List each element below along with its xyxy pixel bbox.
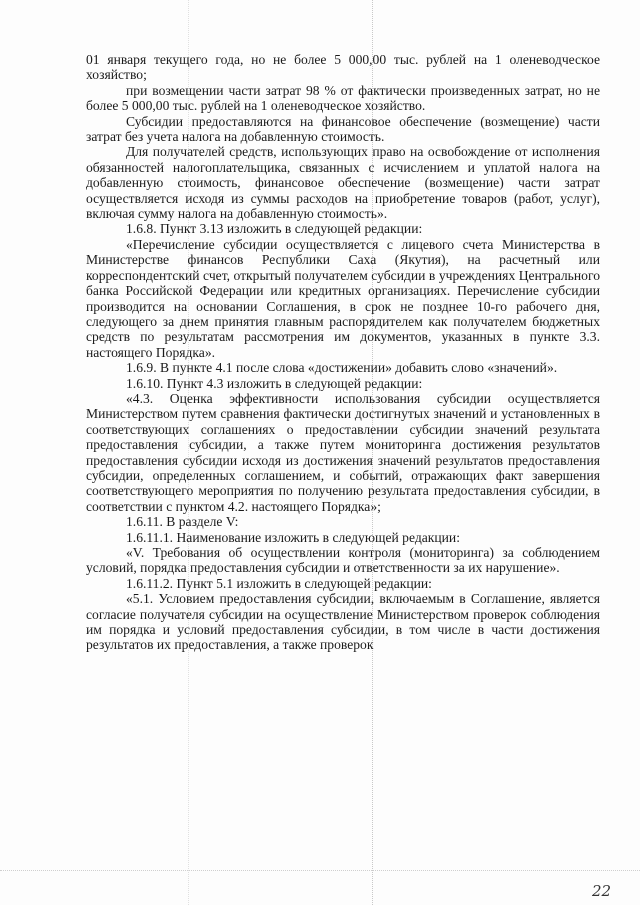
paragraph: Для получателей средств, использующих право на освобождение от исполнения обязанностей налогоплательщика, связанных с исчислением и уплатой налога на добавленную стоимость, финансовое обеспечение (возмещение) части затрат осуществляется исходя из суммы расходов на приобретение товаров (работ, услуг), включая сумму налога на добавленную стоимость». — [86, 144, 600, 222]
paragraph: «4.3. Оценка эффективности использования субсидии осуществляется Министерством путем сравнения фактически достигнутых значений и установленных в соответствующих соглашениях о предоставлении субсидии значений результата предоставления субсидии, а также путем мониторинга достижения результатов предоставления субсидии исходя из достижения значений результатов предоставления субсидии, определенных соглашением, и событий, отражающих факт завершения соответствующего мероприятия по получению результата предоставления субсидии, в соответствии с пунктом 4.2. настоящего Порядка»; — [86, 390, 600, 514]
paragraph: Субсидии предоставляются на финансовое обеспечение (возмещение) части затрат без учета налога на добавленную стоимость. — [86, 113, 600, 145]
document-body — [86, 52, 600, 653]
scan-edge-line — [0, 870, 640, 872]
page-number: 22 — [592, 882, 612, 900]
paragraph: 01 января текущего года, но не более 5 000,00 тыс. рублей на 1 оленеводческое хозяйство; — [86, 52, 600, 83]
paragraph: 1.6.11.1. Наименование изложить в следующей редакции: — [126, 529, 460, 545]
paragraph: «5.1. Условием предоставления субсидии, включаемым в Соглашение, является согласие получателя субсидии на осуществление Министерством проверок соблюдения им порядка и условий предоставления субсидии, в том числе в части достижения результатов их предоставления, а также проверок — [86, 591, 600, 653]
paragraph: 1.6.9. В пункте 4.1 после слова «достижении» добавить слово «значений». — [126, 360, 558, 376]
paragraph: 1.6.11.2. Пункт 5.1 изложить в следующей редакции: — [126, 575, 432, 591]
paragraph: 1.6.11. В разделе V: — [126, 514, 239, 530]
paragraph: при возмещении части затрат 98 % от фактически произведенных затрат, но не более 5 000,00 тыс. рублей на 1 оленеводческое хозяйство. — [86, 82, 600, 114]
paragraph: 1.6.8. Пункт 3.13 изложить в следующей редакции: — [126, 221, 423, 237]
paragraph: «V. Требования об осуществлении контроля (мониторинга) за соблюдением условий, порядка предоставления субсидии и ответственности за их нарушение». — [86, 545, 600, 576]
paragraph: 1.6.10. Пункт 4.3 изложить в следующей редакции: — [126, 375, 423, 391]
paragraph: «Перечисление субсидии осуществляется с лицевого счета Министерства в Министерстве финансов Республики Саха (Якутия), на расчетный или корреспондентский счет, открытый получателем субсидии в учреждениях Центрального банка Российской Федерации или кредитных организациях. Перечисление субсидии производится на основании Соглашения, в срок не позднее 10-го рабочего дня, следующего за днем принятия главным распорядителем как получателем бюджетных средств по результатам рассмотрения им документов, указанных в пункте 3.3. настоящего Порядка». — [86, 236, 600, 360]
